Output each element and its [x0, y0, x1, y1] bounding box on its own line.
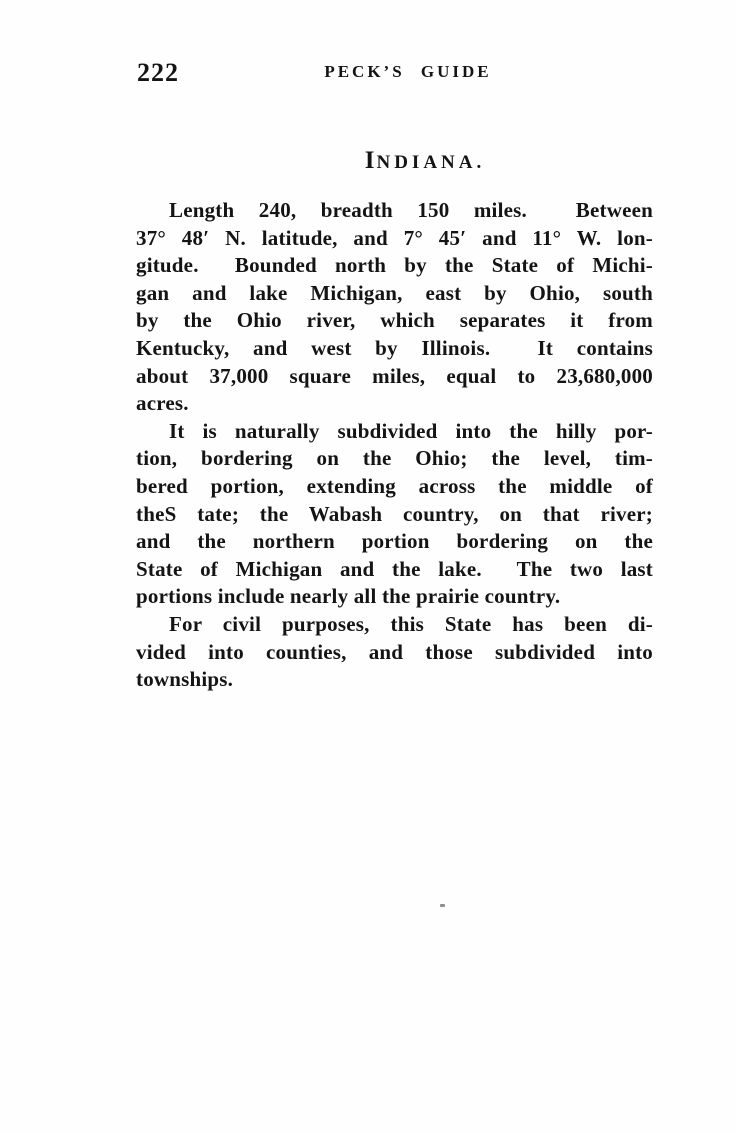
page-number: 222	[137, 58, 179, 87]
page-header	[137, 56, 653, 92]
text-line: tion, bordering on the Ohio; the level, tim-	[136, 446, 653, 471]
section-title	[137, 147, 683, 177]
text-line: portions include nearly all the prairie country.	[136, 584, 561, 609]
text-line: vided into counties, and those subdivided into	[136, 639, 653, 664]
text-line: theS tate; the Wabash country, on that river;	[136, 501, 653, 526]
text-line: and the northern portion bordering on the	[136, 529, 653, 554]
text-line: gitude. Bounded north by the State of Michi-	[136, 253, 653, 278]
running-head: PECK’S GUIDE	[324, 62, 492, 81]
section-title-initial: I	[364, 147, 377, 174]
text-line: State of Michigan and the lake. The two last	[136, 556, 653, 581]
text-line: 37° 48′ N. latitude, and 7° 45′ and 11° W. lon-	[136, 225, 653, 250]
text-line: townships.	[136, 667, 234, 692]
text-line: gan and lake Michigan, east by Ohio, south	[136, 280, 653, 305]
scan-speck-artifact	[440, 904, 445, 907]
text-line: It is naturally subdivided into the hilly por-	[169, 418, 653, 443]
text-line: bered portion, extending across the middle of	[136, 473, 653, 498]
text-line: Length 240, breadth 150 miles. Between	[169, 198, 653, 222]
section-title-rest: NDIANA.	[376, 152, 486, 173]
text-line: about 37,000 square miles, equal to 23,680,000	[136, 363, 653, 388]
text-line: Kentucky, and west by Illinois. It contains	[136, 335, 653, 360]
text-line: For civil purposes, this State has been di-	[169, 611, 653, 636]
text-line: acres.	[136, 391, 189, 416]
page-body	[136, 197, 653, 694]
text-line: by the Ohio river, which separates it from	[136, 308, 653, 333]
